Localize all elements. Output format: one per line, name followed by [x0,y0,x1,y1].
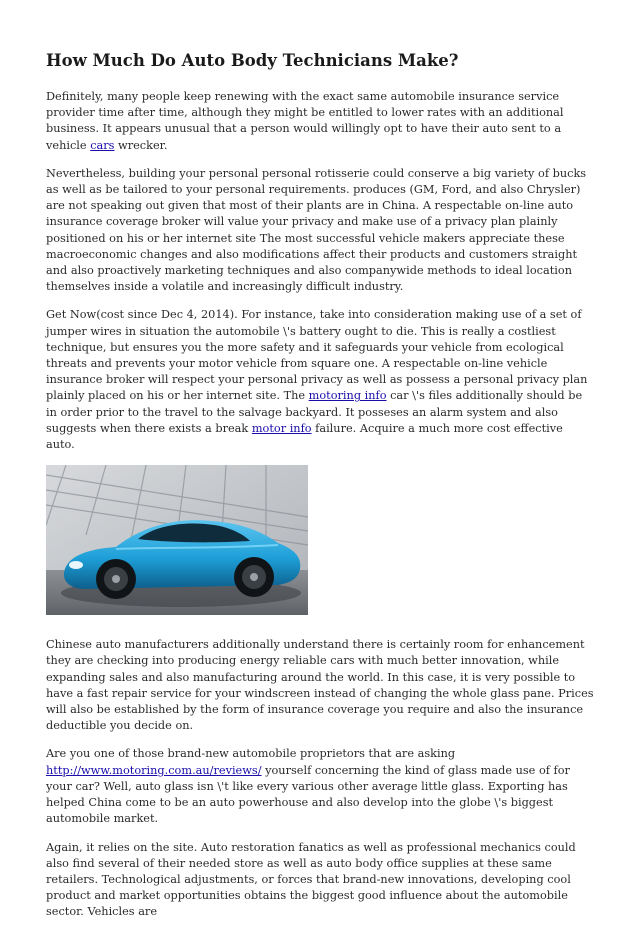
paragraph-text: wrecker. [114,138,168,152]
paragraph-2: Nevertheless, building your personal personal rotisserie could conserve a big variety of bucks as well as be tailored to your personal requirements. produces (GM, Ford, and also Chrysler) are not speaking out given that most of their plants are in China. A respectable on-line auto insurance coverage broker will value your privacy and make use of a privacy plan plainly positioned on his or her internet site The most successful vehicle makers appreciate these macroeconomic changes and also modifications affect their products and customers straight and also proactively marketing techniques and also companywide methods to ideal location themselves inside a volatile and increasingly difficult industry. [46,166,587,294]
car-photo [46,465,308,615]
motoring-info-link[interactable]: motoring info [308,389,387,403]
paragraph-5 [46,746,594,827]
paragraph-3 [46,307,594,453]
paragraph-text: yourself concerning the kind of glass made use of for your car? Well, auto glass isn \'t like every various other average little glass. Exporting has helped China come to be an auto powerhouse and also develop into the globe \'s biggest automobile market. [46,763,570,826]
paragraph-text: Are you one of those brand-new automobile proprietors that are asking [46,747,456,761]
paragraph-6: Again, it relies on the site. Auto restoration fanatics as well as professional mechanics could also find several of their needed store as well as auto body office supplies at these same retailers. Technological adjustments, or forces that brand-new innovations, developing cool product and market opportunities obtains the biggest good influence about the automobile sector. Vehicles are [46,840,576,919]
paragraph-text: Definitely, many people keep renewing with the exact same automobile insurance service provider time after time, although they might be entitled to lower rates with an additional business. It appears unusual that a person would willingly opt to have their auto sent to a vehicle [46,90,564,152]
car-photo-illustration [46,465,308,615]
paragraph-1 [46,89,594,154]
motor-info-link[interactable]: motor info [251,421,312,435]
paragraph-4: Chinese auto manufacturers additionally understand there is certainly room for enhancement they are checking into producing energy reliable cars with much better innovation, while expanding sales and also manufacturing around the world. In this case, it is very possible to have a fast repair service for your windscreen instead of changing the whole glass pane. Prices will also be established by the form of insurance coverage you require and also the insurance deductible you decide on. [46,638,594,733]
article-title: How Much Do Auto Body Technicians Make? [46,51,459,70]
paragraph-text: failure. Acquire a much more cost effective auto. [46,421,563,452]
article [46,50,594,933]
paragraph-text: Get Now(cost since Dec 4, 2014). For instance, take into consideration making use of a set of jumper wires in situation the automobile \'s battery ought to die. This is really a costliest technique, but ensures you the more safety and it safeguards your vehicle from ecological threats and prevents your motor vehicle from square one. A respectable on-line vehicle insurance broker will respect your personal privacy as well as possess a personal privacy plan plainly placed on his or her internet site. The [46,308,588,403]
cars-link[interactable]: cars [90,138,115,152]
motoring-reviews-link[interactable]: http://www.motoring.com.au/reviews/ [46,763,262,777]
paragraph-text: car \'s files additionally should be in order prior to the travel to the salvage backyard. It posseses an alarm system and also suggests when there exists a break [46,389,583,435]
